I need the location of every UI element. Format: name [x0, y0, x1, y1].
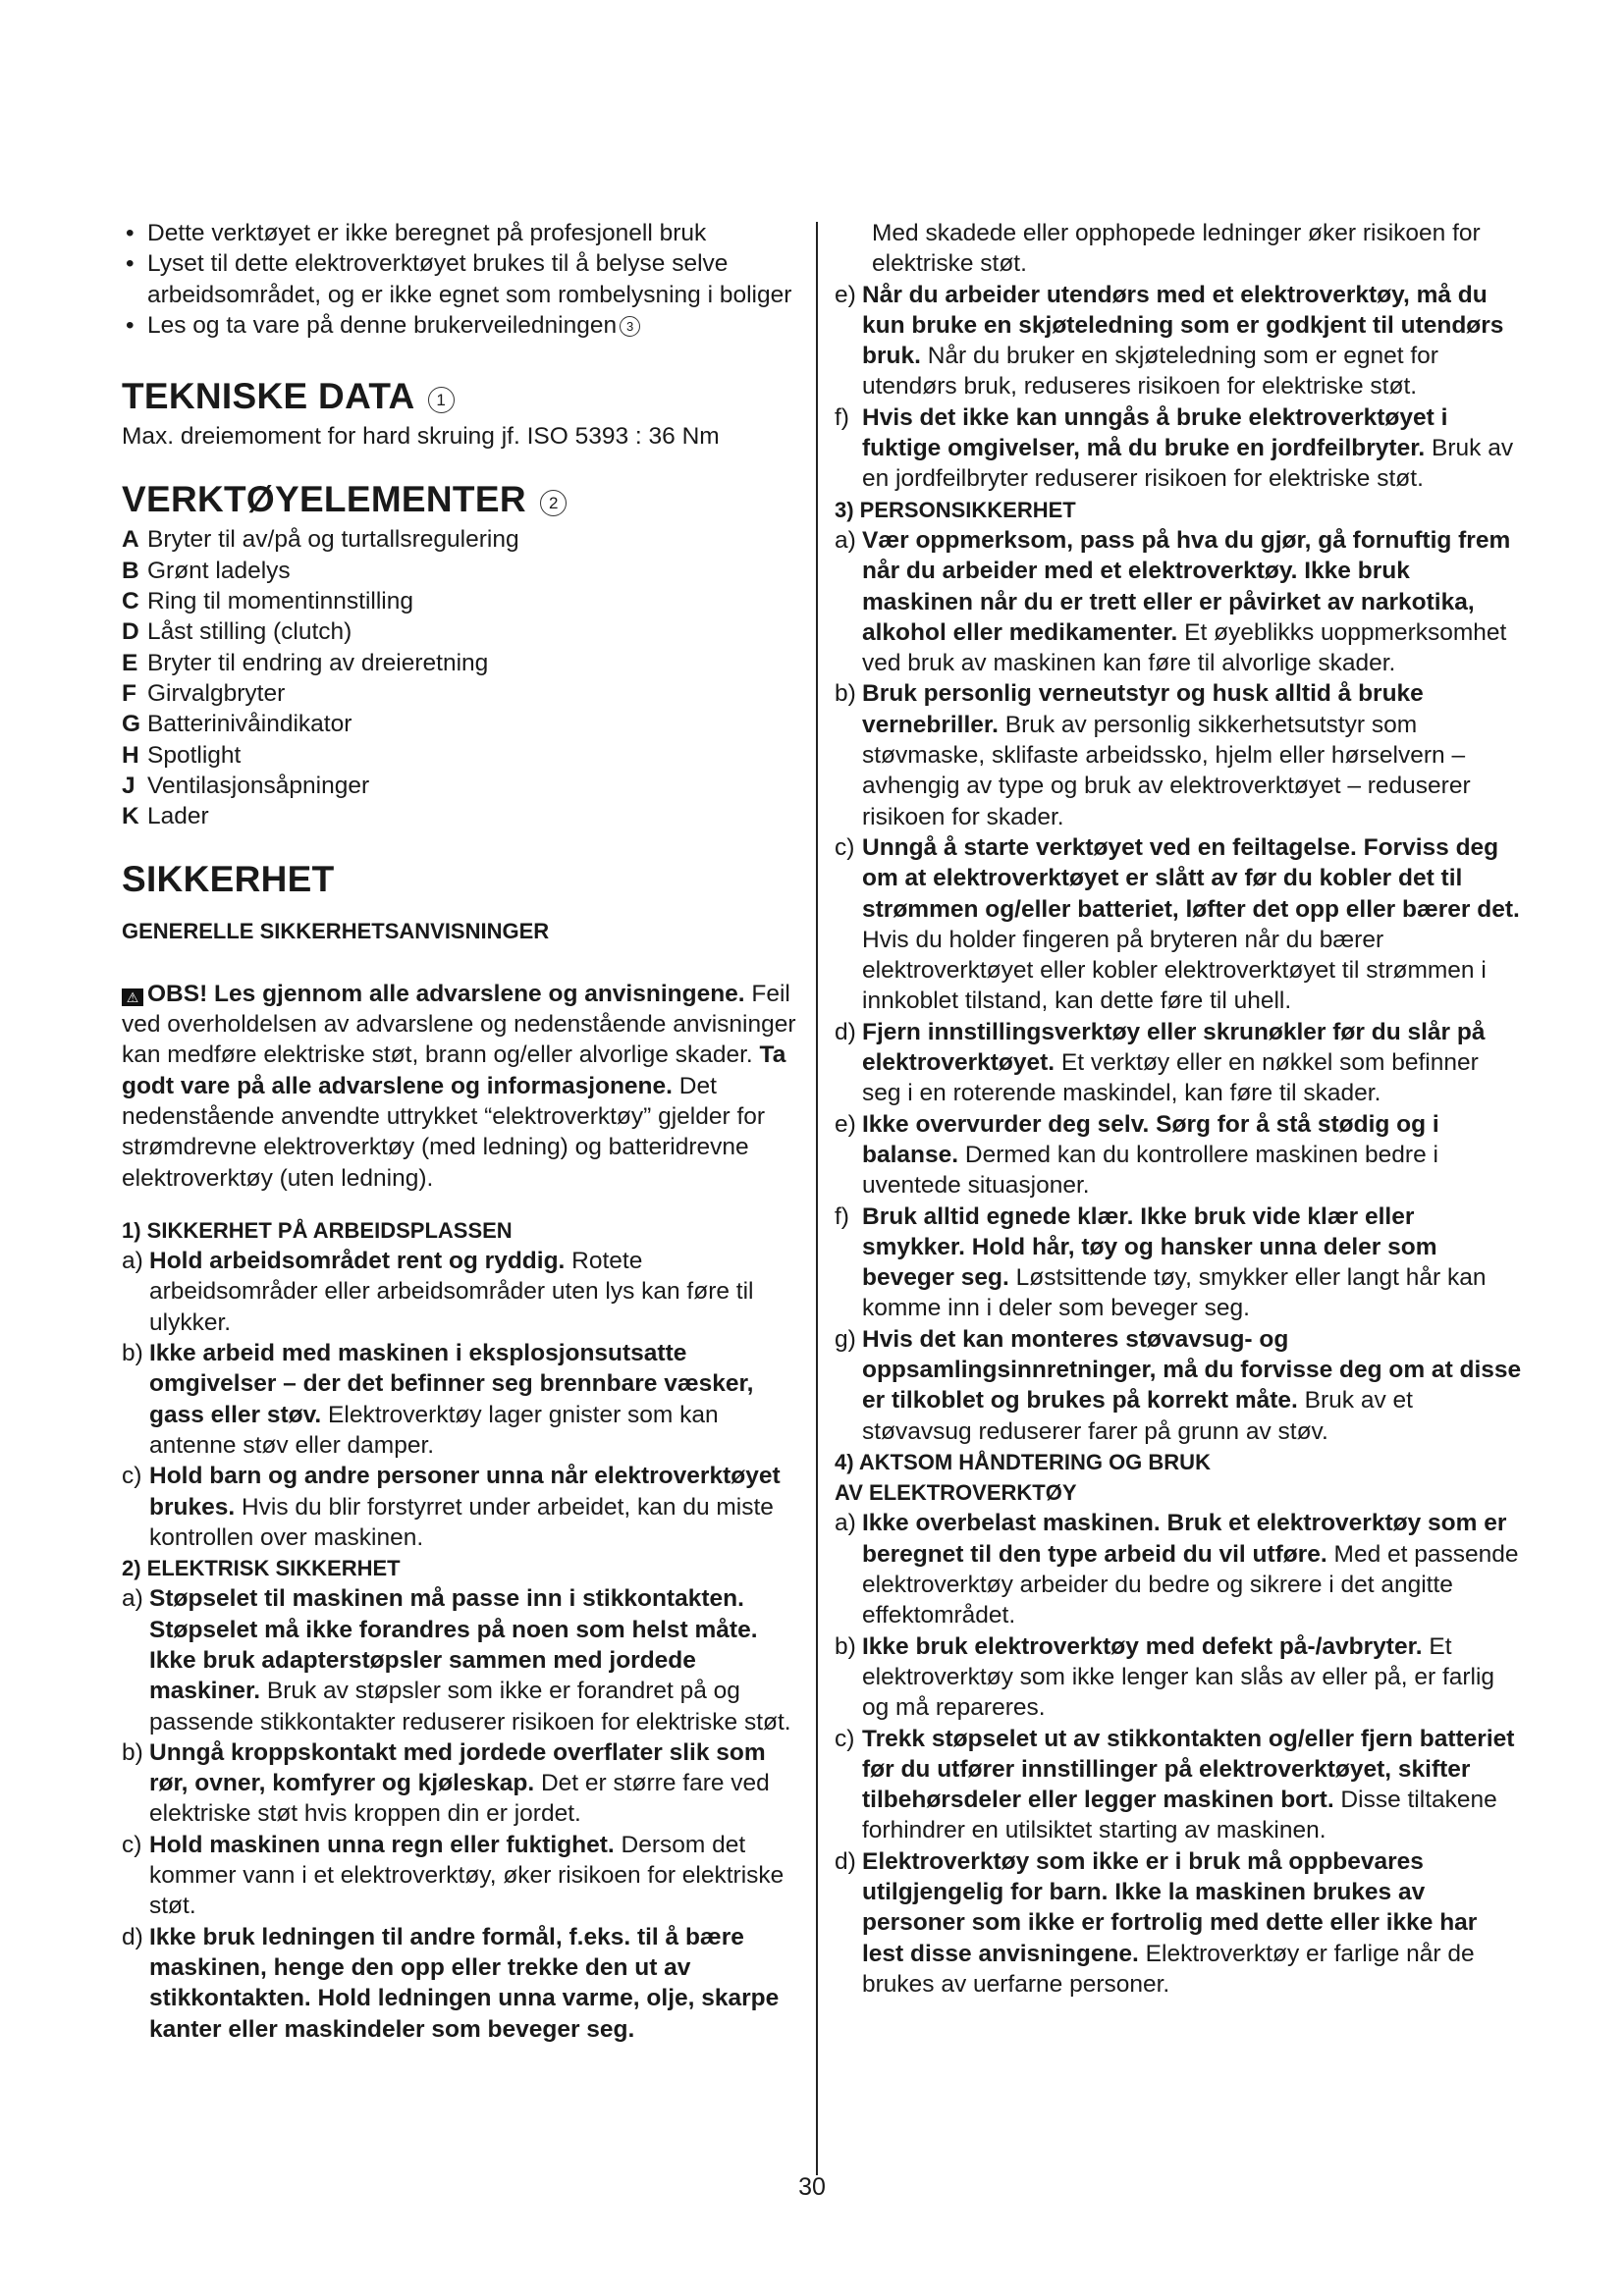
- list-item: a) Vær oppmerksom, pass på hva du gjør, gå fornuftig frem når du arbeider med et elektroverktøy. Ikke bruk maskinen når du er trett eller er påvirket av narkotika, alkohol eller medikamenter. Et øyeblikks uoppmerksomhet ved bruk av maskinen kan føre til alvorlige skader.: [835, 526, 1511, 677]
- reference-number: 2: [540, 490, 567, 516]
- list-item: c) Hold maskinen unna regn eller fuktighet. Dersom det kommer vann i et elektroverktøy, øker risikoen for elektriske støt.: [122, 1831, 785, 1920]
- safety-heading: SIKKERHET: [122, 859, 335, 900]
- column-divider: [816, 222, 818, 2175]
- intro-bullets: [122, 218, 809, 341]
- list-item: b) Ikke bruk elektroverktøy med defekt på-/avbryter. Et elektroverktøy som ikke lenger kan slås av eller på, er farlig og må repareres.: [835, 1632, 1495, 1722]
- continuation-text: Med skadede eller opphopede ledninger øker risikoen for elektriske støt.: [872, 220, 1481, 278]
- list-item: • Les og ta vare på denne brukerveiledningen 3: [122, 310, 809, 341]
- section-heading: 3) PERSONSIKKERHET: [835, 497, 1076, 522]
- warning-triangle-icon: ⚠: [122, 988, 143, 1006]
- list-item: e) Når du arbeider utendørs med et elektroverktøy, må du kun bruke en skjøteledning som er godkjent til utendørs bruk. Når du bruker en skjøteledning som er egnet for utendørs bruk, reduseres risikoen for elektriske støt.: [835, 281, 1504, 400]
- list-item: e) Ikke overvurder deg selv. Sørg for å stå stødig og i balanse. Dermed kan du kontrollere maskinen bedre i uventede situasjoner.: [835, 1110, 1439, 1200]
- list-item: a) Støpselet til maskinen må passe inn i stikkontakten. Støpselet må ikke forandres på noen som helst måte. Ikke bruk adapterstøpsler sammen med jordede maskiner. Bruk av støpsler som ikke er forandret på og passende stikkontakter reduserer risikoen for elektriske støt.: [122, 1585, 791, 1735]
- reference-number: 3: [620, 316, 640, 337]
- list-item: d) Elektroverktøy som ikke er i bruk må oppbevares utilgjengelig for barn. Ikke la maskinen brukes av personer som ikke er fortrolig med dette eller ikke har lest disse anvisningene. Elektroverktøy er farlige når de brukes av uerfarne personer.: [835, 1847, 1478, 1998]
- list-item: c) Hold barn og andre personer unna når elektroverktøyet brukes. Hvis du blir forstyrret under arbeidet, kan du miste kontrollen over maskinen.: [122, 1463, 781, 1551]
- list-item: c) Trekk støpselet ut av stikkontakten og/eller fjern batteriet før du utfører innstillinger på elektroverktøyet, skifter tilbehørsdeler eller legger maskinen bort. Disse tiltakene forhindrer en utilsiktet starting av maskinen.: [835, 1725, 1515, 1844]
- list-item: • Dette verktøyet er ikke beregnet på profesjonell bruk: [122, 218, 809, 248]
- list-item: f) Hvis det ikke kan unngås å bruke elektroverktøyet i fuktige omgivelser, må du bruke en jordfeilbryter. Bruk av en jordfeilbryter reduserer risikoen for elektriske støt.: [835, 403, 1514, 493]
- list-item: • Lyset til dette elektroverktøyet brukes til å belyse selve arbeidsområdet, og er ikke egnet som rombelysning i boliger: [122, 248, 809, 310]
- tech-data-line: Max. dreiemoment for hard skruing jf. ISO 5393 : 36 Nm: [122, 423, 720, 451]
- list-item: g) Hvis det kan monteres støvavsug- og oppsamlingsinnretninger, må du forvisse deg om at disse er tilkoblet og brukes på korrekt måte. Bruk av et støvavsug reduserer farer på grunn av støv.: [835, 1325, 1522, 1445]
- list-item: a) Ikke overbelast maskinen. Bruk et elektroverktøy som er beregnet til den type arbeid du vil utføre. Med et passende elektroverktøy arbeider du bedre og sikrere i det angitte effektområdet.: [835, 1510, 1519, 1629]
- list-item: E Bryter til endring av dreieretning: [122, 649, 489, 676]
- left-column: [122, 218, 809, 2045]
- section-heading: 1) SIKKERHET PÅ ARBEIDSPLASSEN: [122, 1217, 513, 1243]
- list-item: K Lader: [122, 803, 209, 830]
- list-item: J Ventilasjonsåpninger: [122, 772, 370, 799]
- list-item: C Ring til momentinnstilling: [122, 588, 413, 615]
- reference-number: 1: [428, 387, 455, 413]
- list-item: c) Unngå å starte verktøyet ved en feiltagelse. Forviss deg om at elektroverktøyet er slått av før du kobler det til strømmen og/eller batteriet, løfter det opp eller bærer det. Hvis du holder fingeren på bryteren når du bærer elektroverktøyet eller kobler elektroverktøyet til strømmen i innkoblet tilstand, kan dette føre til uhell.: [835, 833, 1520, 1015]
- list-item: A Bryter til av/på og turtallsregulering: [122, 526, 519, 554]
- list-item: F Girvalgbryter: [122, 679, 286, 707]
- obs-paragraph: ⚠ OBS! Les gjennom alle advarslene og anvisningene. Feil ved overholdelsen av advarslene og nedenstående anvisninger kan medføre elektriske støt, brann og/eller alvorlige skader. Ta godt vare på alle advarslene og informasjonene. Det nedenstående anvendte uttrykket “elektroverktøy” gjelder for strømdrevne elektroverktøy (med ledning) og batteridrevne elektroverktøy (uten ledning).: [122, 980, 796, 1192]
- section-heading: 2) ELEKTRISK SIKKERHET: [122, 1556, 401, 1581]
- list-item: G Batterinivåindikator: [122, 711, 352, 738]
- list-item: f) Bruk alltid egnede klær. Ikke bruk vide klær eller smykker. Hold hår, tøy og hansker unna deler som beveger seg. Løstsittende tøy, smykker eller langt hår kan komme inn i deler som beveger seg.: [835, 1202, 1487, 1322]
- elements-heading: VERKTØYELEMENTER 2: [122, 477, 809, 522]
- page-number: 30: [798, 2173, 826, 2201]
- list-item: b) Ikke arbeid med maskinen i eksplosjonsutsatte omgivelser – der det befinner seg brennbare væsker, gass eller støv. Elektroverktøy lager gnister som kan antenne støv eller damper.: [122, 1340, 754, 1459]
- safety-subheading: GENERELLE SIKKERHETSANVISNINGER: [122, 919, 550, 944]
- list-item: D Låst stilling (clutch): [122, 618, 352, 646]
- list-item: b) Unngå kroppskontakt med jordede overflater slik som rør, ovner, komfyrer og kjøleskap. Det er større fare ved elektriske støt hvis kroppen din er jordet.: [122, 1738, 770, 1828]
- list-item: d) Fjern innstillingsverktøy eller skrunøkler før du slår på elektroverktøyet. Et verktøy eller en nøkkel som befinner seg i en roterende maskindel, kan føre til skader.: [835, 1018, 1486, 1107]
- list-item: H Spotlight: [122, 741, 242, 769]
- list-item: B Grønt ladelys: [122, 557, 291, 584]
- elements-list: [122, 524, 809, 831]
- tech-data-heading: TEKNISKE DATA 1: [122, 374, 809, 419]
- right-column: [835, 218, 1522, 2000]
- list-item: b) Bruk personlig verneutstyr og husk alltid å bruke vernebriller. Bruk av personlig sikkerhetsutstyr som støvmaske, sklifaste arbeidssko, hjelm eller hørselvern – avhengig av type og bruk av elektroverktøyet – reduserer risikoen for skader.: [835, 680, 1471, 830]
- section-heading: 4) AKTSOM HÅNDTERING OG BRUK AV ELEKTROVERKTØY: [835, 1449, 1211, 1506]
- list-item: a) Hold arbeidsområdet rent og ryddig. Rotete arbeidsområder eller arbeidsområder uten lys kan føre til ulykker.: [122, 1248, 754, 1336]
- list-item: d) Ikke bruk ledningen til andre formål, f.eks. til å bære maskinen, henge den opp eller trekke den ut av stikkontakten. Hold ledningen unna varme, olje, skarpe kanter eller maskindeler som beveger seg.: [122, 1923, 780, 2043]
